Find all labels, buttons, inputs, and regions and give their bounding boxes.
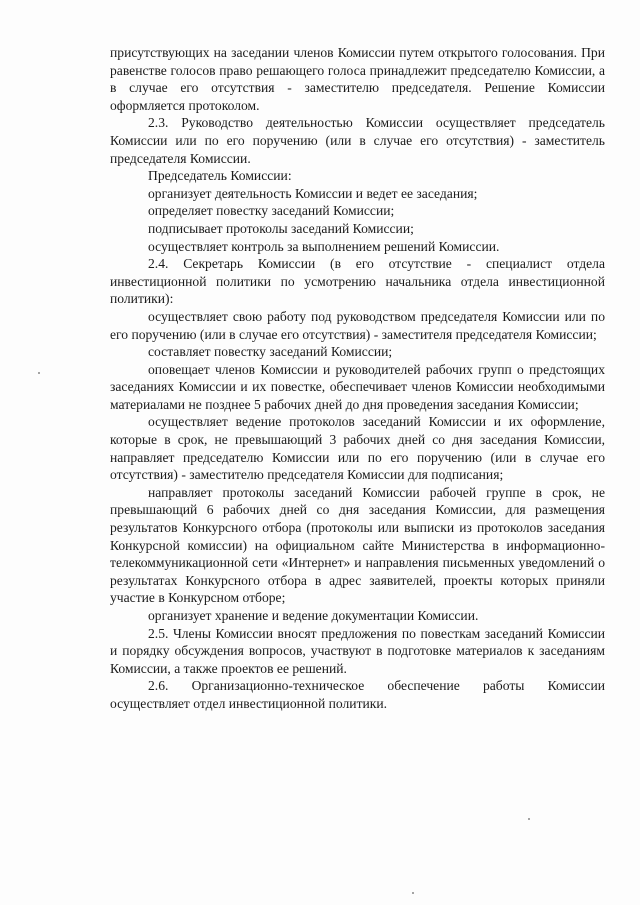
document-body	[110, 44, 605, 713]
scan-speck	[528, 818, 530, 820]
paragraph-2-4: 2.4. Секретарь Комиссии (в его отсутствие - специалист отдела инвестиционной политики по усмотрению начальника отдела инвестиционной политики):	[110, 256, 605, 307]
secretary-duty-2: составляет повестку заседаний Комиссии;	[148, 344, 393, 360]
chairman-duty-2: определяет повестку заседаний Комиссии;	[148, 203, 395, 219]
chairman-duty-4: осуществляет контроль за выполнением решений Комиссии.	[148, 238, 500, 254]
paragraph-2-5: 2.5. Члены Комиссии вносят предложения по повесткам заседаний Комиссии и порядку обсуждения вопросов, участвуют в подготовке материалов к заседаниям Комиссии, а также проектов ее решений.	[110, 625, 605, 676]
scan-speck	[38, 372, 40, 374]
paragraph-voting: присутствующих на заседании членов Комиссии путем открытого голосования. При равенстве голосов право решающего голоса принадлежит председателю Комиссии, а в случае его отсутствия - заместителю председателя. Решение Комиссии оформляется протоколом.	[110, 45, 605, 113]
secretary-duty-4: осуществляет ведение протоколов заседаний Комиссии и их оформление, которые в срок, не превышающий 3 рабочих дней со дня заседания Комиссии, направляет председателю Комиссии или по его поручению (или в случае его отсутствия) - заместителю председателя Комиссии для подписания;	[110, 414, 605, 483]
chairman-duty-1: организует деятельность Комиссии и ведет ее заседания;	[148, 185, 478, 201]
secretary-duty-1: осуществляет свою работу под руководством председателя Комиссии или по его поручению (или в случае его отсутствия) - заместителя председателя Комиссии;	[110, 308, 605, 342]
secretary-duty-3: оповещает членов Комиссии и руководителей рабочих групп о предстоящих заседаниях Комиссии и их повестке, обеспечивает членов Комиссии необходимыми материалами не позднее 5 рабочих дней до дня проведения заседания Комиссии;	[110, 361, 605, 412]
secretary-duty-6: организует хранение и ведение документации Комиссии.	[148, 608, 479, 623]
scan-speck	[412, 892, 414, 894]
secretary-duty-5: направляет протоколы заседаний Комиссии рабочей группе в срок, не превышающий 6 рабочих дней со дня заседания Комиссии, для размещения результатов Конкурсного отбора (протоколы или выписки из протоколов заседания Конкурсной комиссии) на официальном сайте Министерства в информационно-телекоммуникационной сети «Интернет» и направления письменных уведомлений о результатах Конкурсного отбора в адрес заявителей, проекты которых приняли участие в Конкурсном отборе;	[110, 484, 605, 606]
paragraph-2-6: 2.6. Организационно-техническое обеспечение работы Комиссии осуществляет отдел инвестиционной политики.	[110, 678, 605, 711]
chairman-duty-3: подписывает протоколы заседаний Комиссии;	[148, 220, 414, 236]
paragraph-2-3: 2.3. Руководство деятельностью Комиссии осуществляет председатель Комиссии или по его поручению (или в случае его отсутствия) - заместитель председателя Комиссии.	[110, 115, 605, 166]
chairman-heading: Председатель Комиссии:	[148, 168, 292, 184]
